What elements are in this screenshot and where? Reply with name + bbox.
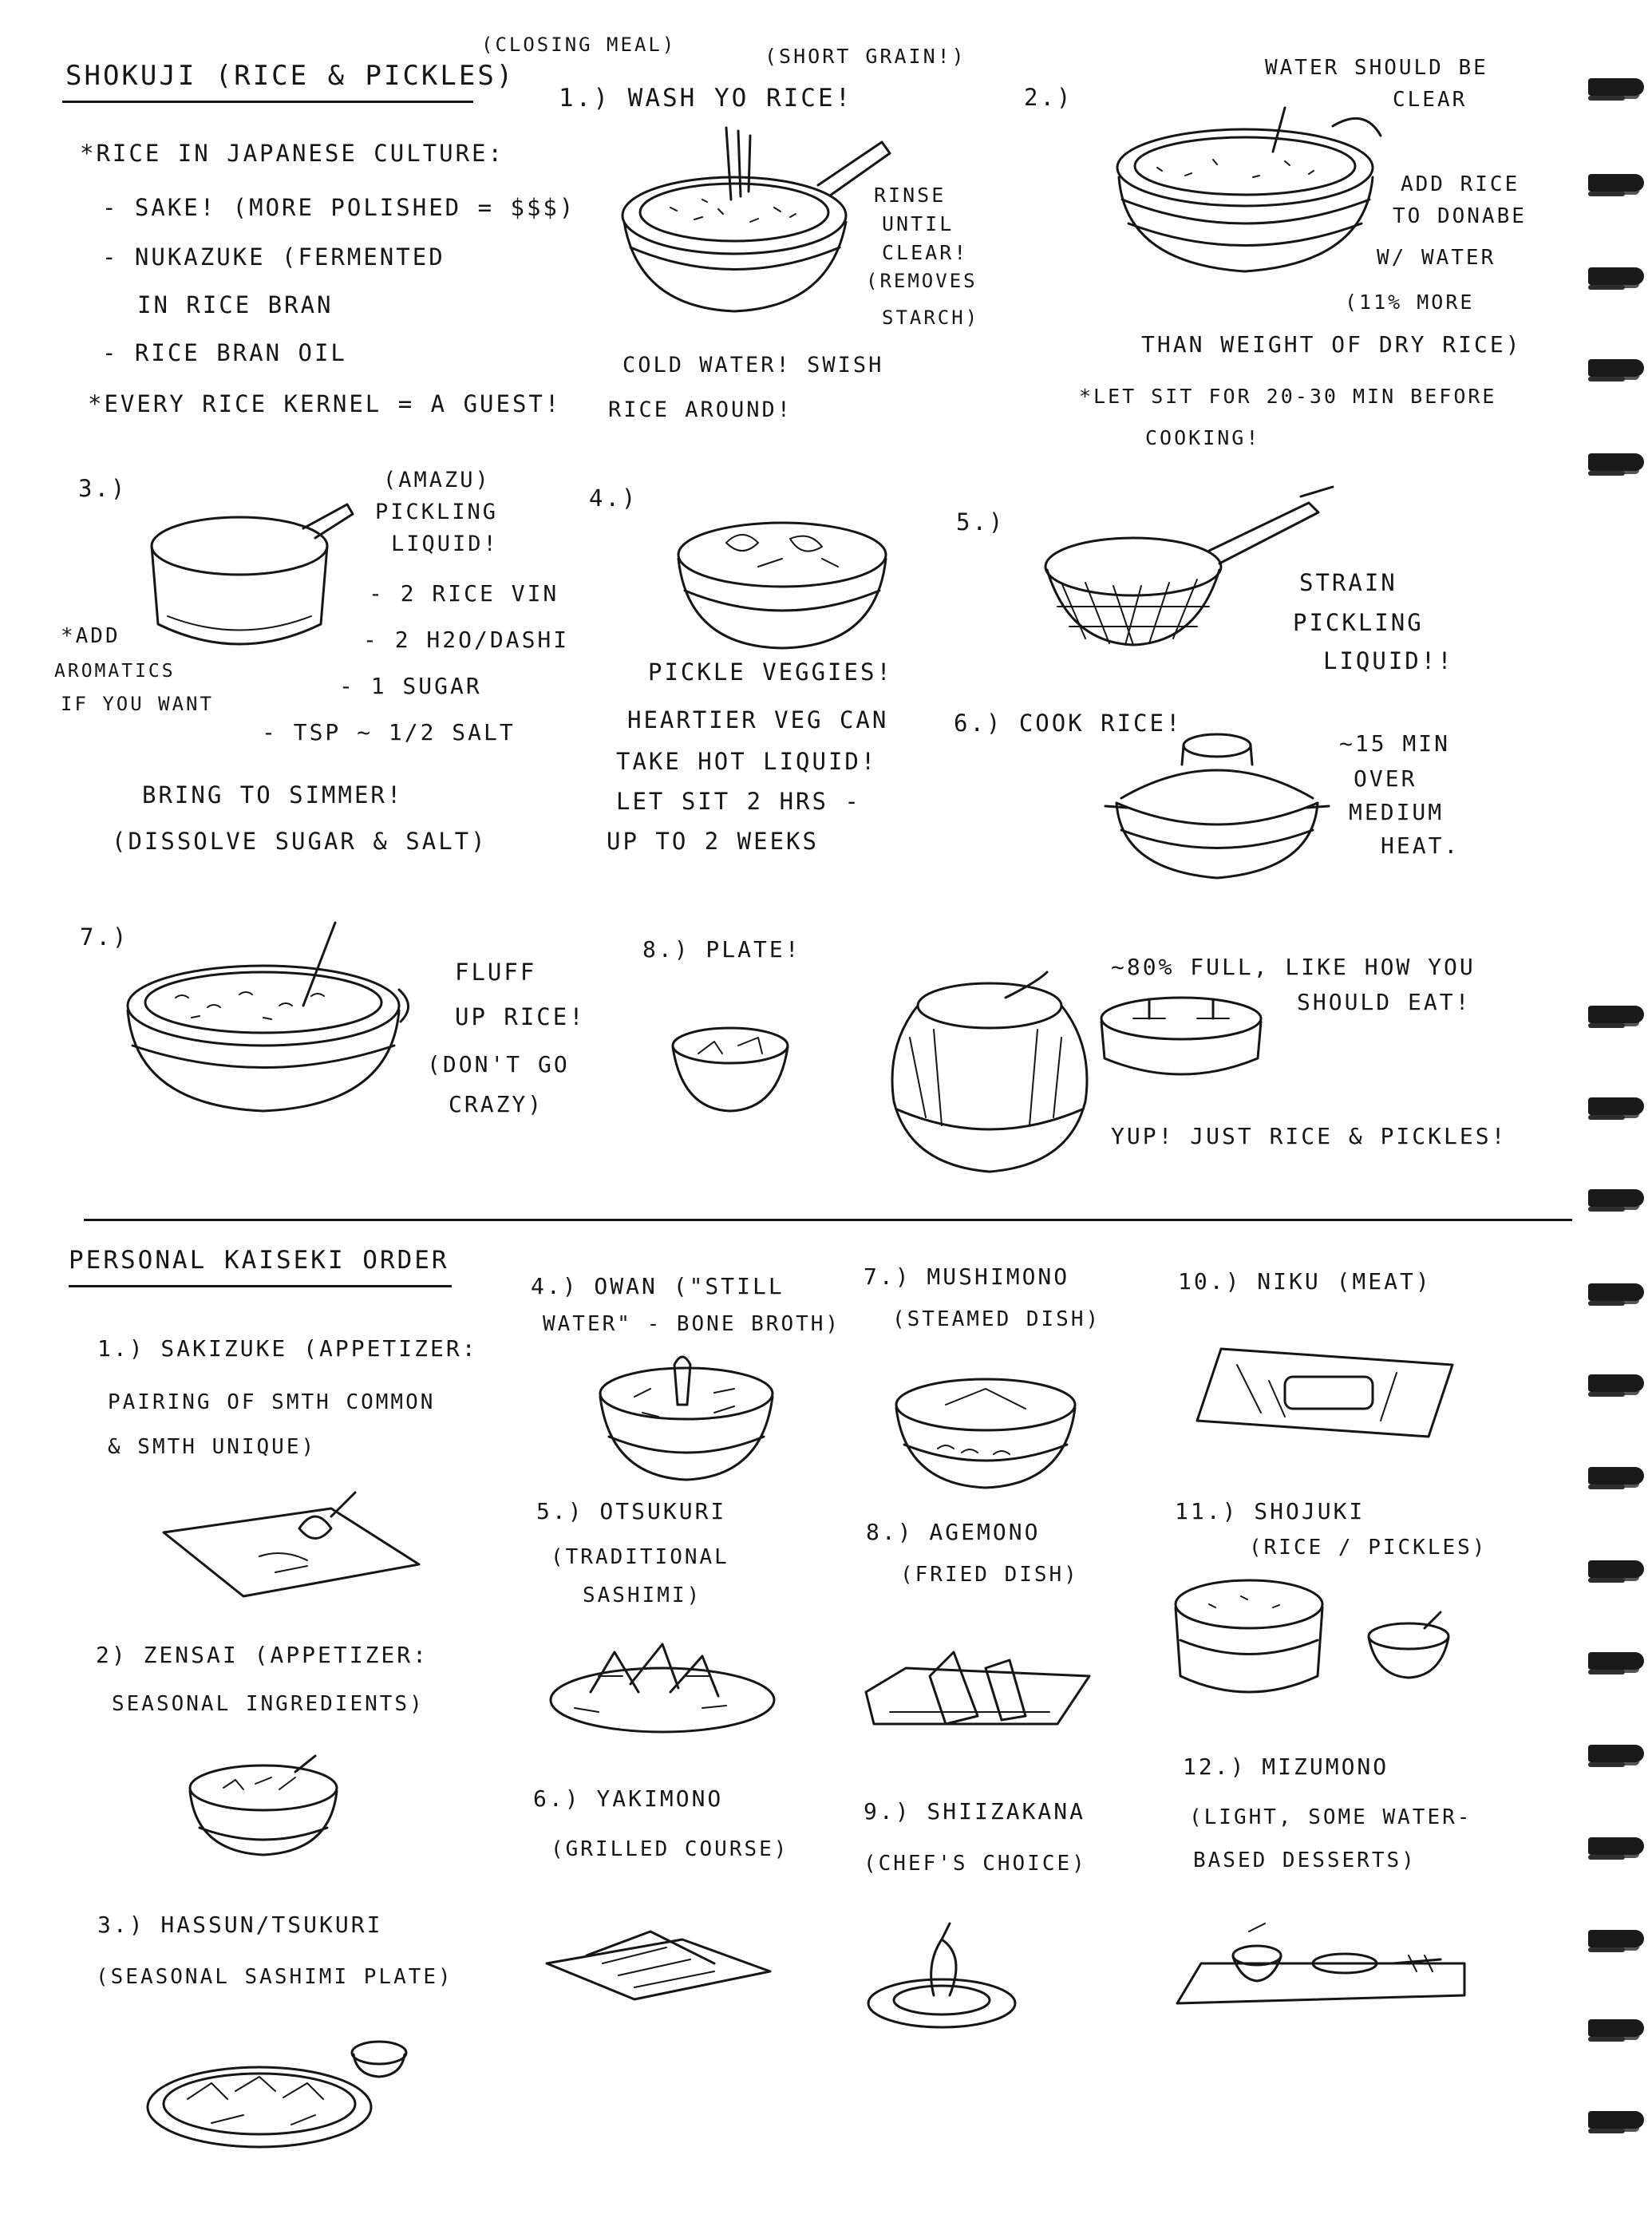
- course-1-desc: & SMTH UNIQUE): [108, 1435, 317, 1459]
- agemono-tray-sketch-icon: [858, 1636, 1097, 1748]
- niku-plate-sketch-icon: [1189, 1341, 1460, 1445]
- covered-donabe-sketch-icon: [1105, 726, 1329, 886]
- pickle-bowl-sketch-icon: [670, 511, 902, 654]
- step7-text: FLUFF: [455, 959, 537, 986]
- step8-text: ~80% FULL, LIKE HOW YOU: [1111, 954, 1476, 980]
- owan-bowl-sketch-icon: [595, 1357, 778, 1485]
- step3-ingredient: - 2 H2O/DASHI: [363, 627, 570, 653]
- course-6-desc: (GRILLED COURSE): [551, 1837, 789, 1861]
- zensai-bowl-sketch-icon: [184, 1756, 343, 1860]
- step3-ingredient: - 2 RICE VIN: [369, 580, 559, 607]
- step4-text: PICKLE VEGGIES!: [648, 658, 893, 686]
- step6-text: HEAT.: [1381, 832, 1460, 859]
- step6-text: MEDIUM: [1349, 799, 1445, 825]
- shiizakana-dish-sketch-icon: [862, 1923, 1022, 2035]
- step3-bottom-text: (DISSOLVE SUGAR & SALT): [112, 828, 488, 855]
- step1-side-text: (REMOVES: [866, 270, 978, 292]
- step3-ingredient: - TSP ~ 1/2 SALT: [262, 719, 516, 745]
- course-7-desc: (STEAMED DISH): [892, 1307, 1101, 1331]
- culture-item: - NUKAZUKE (FERMENTED: [102, 243, 445, 271]
- course-11-desc: (RICE / PICKLES): [1249, 1536, 1488, 1560]
- saucepan-sketch-icon: [144, 488, 359, 672]
- step6-text: OVER: [1354, 765, 1417, 792]
- course-5-desc: (TRADITIONAL: [551, 1545, 729, 1569]
- course-5-desc: SASHIMI): [583, 1583, 702, 1607]
- culture-heading: *RICE IN JAPANESE CULTURE:: [80, 140, 504, 167]
- shokuji-subtitle: (CLOSING MEAL): [481, 34, 677, 56]
- step3-number: 3.): [78, 475, 128, 502]
- step1-side-text: CLEAR!: [882, 241, 969, 264]
- otsukuri-sashimi-sketch-icon: [543, 1628, 782, 1740]
- step2-top-text: CLEAR: [1393, 88, 1468, 112]
- course-7-title: 7.) MUSHIMONO: [864, 1263, 1070, 1290]
- step4-text: LET SIT 2 HRS -: [616, 788, 861, 815]
- step2-bottom-text: COOKING!: [1145, 426, 1261, 449]
- pickle-tray-sketch-icon: [1093, 986, 1269, 1098]
- step7-text: (DON'T GO: [427, 1051, 570, 1077]
- course-12-desc: BASED DESSERTS): [1193, 1848, 1417, 1872]
- step5-text: STRAIN: [1299, 569, 1397, 596]
- section-divider: [84, 1219, 1572, 1221]
- step7-number: 7.): [80, 923, 129, 951]
- step1-bottom-text: RICE AROUND!: [608, 397, 793, 422]
- course-3-title: 3.) HASSUN/TSUKURI: [97, 1912, 383, 1938]
- course-1-desc: PAIRING OF SMTH COMMON: [108, 1390, 436, 1414]
- step8-bottom-text: YUP! JUST RICE & PICKLES!: [1111, 1123, 1508, 1149]
- fluff-rice-pot-sketch-icon: [120, 918, 423, 1117]
- course-10-title: 10.) NIKU (MEAT): [1178, 1268, 1432, 1295]
- course-9-title: 9.) SHIIZAKANA: [864, 1798, 1086, 1825]
- step5-text: LIQUID!!: [1323, 647, 1454, 674]
- wash-rice-bowl-sketch-icon: [615, 120, 894, 351]
- course-6-title: 6.) YAKIMONO: [533, 1785, 724, 1812]
- plated-rice-bowl-sketch-icon: [878, 958, 1101, 1181]
- yakimono-grill-sketch-icon: [539, 1916, 778, 2003]
- step2-bottom-text: THAN WEIGHT OF DRY RICE): [1141, 331, 1522, 358]
- step2-side-text: ADD RICE: [1401, 172, 1520, 196]
- course-2-title: 2) ZENSAI (APPETIZER:: [96, 1642, 429, 1668]
- step5-text: PICKLING: [1293, 609, 1424, 636]
- course-12-title: 12.) MIZUMONO: [1183, 1753, 1389, 1780]
- step1-side-text: RINSE: [874, 184, 947, 207]
- step2-side-text: TO DONABE: [1393, 204, 1527, 228]
- course-4-desc: WATER" - BONE BROTH): [543, 1312, 841, 1336]
- step2-side-text: (11% MORE: [1345, 291, 1475, 314]
- step7-text: UP RICE!: [455, 1003, 586, 1030]
- step4-text: UP TO 2 WEEKS: [607, 828, 819, 855]
- shokuji-title: SHOKUJI (RICE & PICKLES): [65, 60, 516, 92]
- step3-aromatics-note: *ADD: [61, 624, 121, 648]
- spiral-binding-icon: [1588, 0, 1652, 2222]
- kaiseki-title-underline: [69, 1285, 452, 1287]
- course-8-title: 8.) AGEMONO: [866, 1519, 1041, 1545]
- step2-top-text: WATER SHOULD BE: [1265, 56, 1488, 80]
- step3-label: LIQUID!: [391, 532, 499, 556]
- course-11-title: 11.) SHOJUKI: [1175, 1498, 1365, 1524]
- course-5-title: 5.) OTSUKURI: [536, 1498, 727, 1524]
- course-8-desc: (FRIED DISH): [900, 1563, 1079, 1587]
- donabe-pot-sketch-icon: [1109, 104, 1389, 311]
- step3-aromatics-note: AROMATICS: [54, 661, 176, 682]
- step6-text: ~15 MIN: [1339, 730, 1451, 757]
- mushimono-bowl-sketch-icon: [890, 1365, 1081, 1493]
- kaiseki-title: PERSONAL KAISEKI ORDER: [69, 1246, 449, 1275]
- step1-title: 1.) WASH YO RICE!: [559, 84, 853, 113]
- course-9-desc: (CHEF'S CHOICE): [864, 1852, 1087, 1876]
- step3-label: (AMAZU): [383, 468, 491, 492]
- step1-side-text: UNTIL: [882, 212, 954, 235]
- step8-title: 8.) PLATE!: [642, 936, 801, 963]
- step5-number: 5.): [956, 508, 1006, 536]
- pickle-bowl-small-sketch-icon: [666, 1022, 794, 1117]
- mizumono-dessert-tray-sketch-icon: [1169, 1916, 1488, 2019]
- step2-side-text: W/ WATER: [1377, 246, 1496, 270]
- step1-bottom-text: COLD WATER! SWISH: [622, 353, 884, 378]
- step2-bottom-text: *LET SIT FOR 20-30 MIN BEFORE: [1079, 385, 1497, 408]
- course-1-title: 1.) SAKIZUKE (APPETIZER:: [97, 1335, 478, 1362]
- title-underline: [62, 101, 473, 103]
- culture-item: - SAKE! (MORE POLISHED = $$$): [102, 194, 576, 221]
- strainer-sketch-icon: [1037, 487, 1341, 662]
- step8-text: SHOULD EAT!: [1297, 989, 1472, 1015]
- course-4-title: 4.) OWAN ("STILL: [531, 1273, 785, 1299]
- step3-ingredient: - 1 SUGAR: [339, 673, 482, 699]
- step4-text: HEARTIER VEG CAN: [627, 706, 889, 733]
- step2-number: 2.): [1024, 84, 1073, 111]
- step1-side-text: STARCH): [882, 306, 980, 329]
- course-12-desc: (LIGHT, SOME WATER-: [1189, 1805, 1472, 1829]
- course-3-desc: (SEASONAL SASHIMI PLATE): [96, 1965, 453, 1989]
- culture-item: - RICE BRAN OIL: [102, 339, 347, 366]
- shojuki-rice-pickles-sketch-icon: [1169, 1572, 1456, 1708]
- step4-number: 4.): [589, 484, 638, 512]
- culture-item: *EVERY RICE KERNEL = A GUEST!: [88, 390, 562, 417]
- hassun-sashimi-plate-sketch-icon: [140, 2035, 443, 2155]
- step4-text: TAKE HOT LIQUID!: [616, 748, 878, 775]
- sakizuke-plate-sketch-icon: [156, 1485, 427, 1604]
- course-2-desc: SEASONAL INGREDIENTS): [112, 1692, 425, 1716]
- culture-item: IN RICE BRAN: [137, 291, 334, 318]
- step3-bottom-text: BRING TO SIMMER!: [142, 781, 404, 809]
- step6-title: 6.) COOK RICE!: [954, 710, 1183, 737]
- step1-note: (SHORT GRAIN!): [765, 45, 966, 68]
- step7-text: CRAZY): [449, 1091, 544, 1117]
- step3-aromatics-note: IF YOU WANT: [61, 693, 214, 715]
- step3-label: PICKLING: [375, 500, 499, 524]
